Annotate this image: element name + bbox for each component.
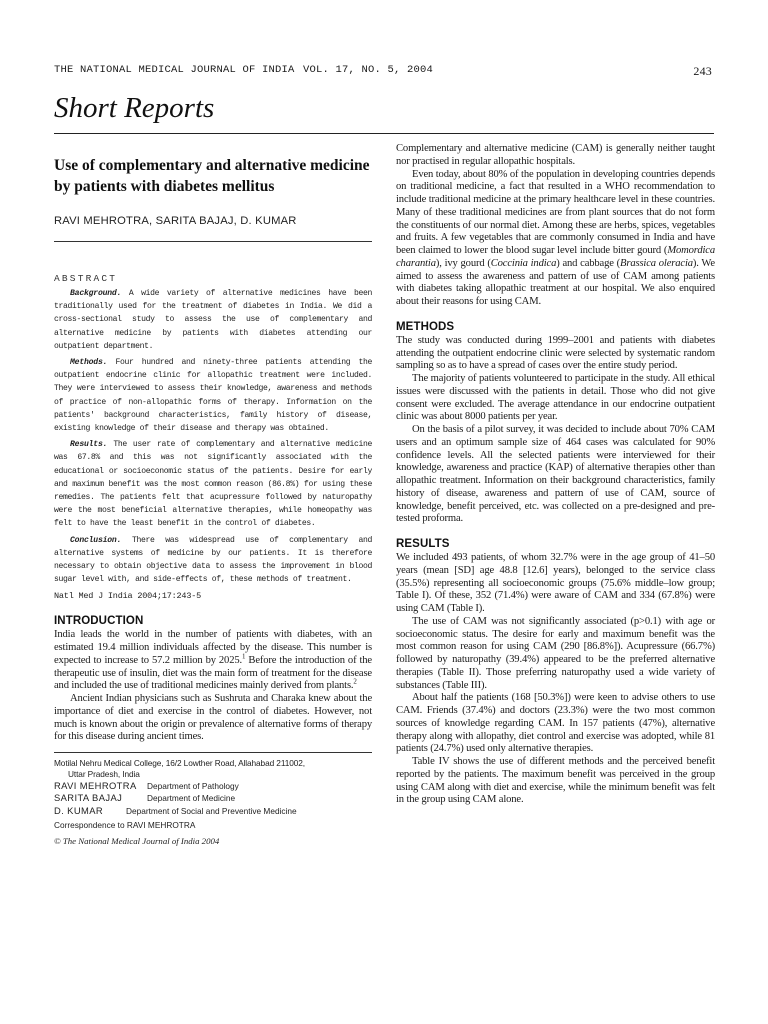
methods-paragraph-1: The study was conducted during 1999–2001 and patients with diabetes attending the outpatient endocrine clinic were selected by systematic random sampling so as to have a spread of cases over the entire study period. xyxy=(396,334,715,372)
article-authors: RAVI MEHROTRA, SARITA BAJAJ, D. KUMAR xyxy=(54,215,297,227)
intro-p2-text-c: ) and cabbage ( xyxy=(556,257,621,269)
abstract xyxy=(54,273,372,601)
section-divider xyxy=(54,133,714,134)
author-3-name: D. KUMAR xyxy=(54,804,104,816)
page-number: 243 xyxy=(693,64,712,78)
correspondence: Correspondence to RAVI MEHROTRA xyxy=(54,819,196,830)
methods-paragraph-3: On the basis of a pilot survey, it was decided to include about 70% CAM users and an optimum sample size of 464 cases was calculated for 90% confidence levels. All the selected patients were interviewed for their knowledge, awareness and practice (KAP) of alternative therapies other than allopathic treatment. Information on their background characteristics, family history of disease, awareness and pattern of use of CAM, source of knowledge, benefit perceived, etc. was collected on a pre-designed and pre-tested proforma. xyxy=(396,424,715,525)
intro-continued-paragraph-2 xyxy=(396,169,715,309)
intro-continued-paragraph-1: Complementary and alternative medicine (CAM) is generally neither taught nor practised in regular allopathic hospitals. xyxy=(396,143,715,167)
left-column xyxy=(54,144,372,846)
introduction-paragraph-2: Ancient Indian physicians such as Sushruta and Charaka knew about the importance of diet and exercise in the control of diabetes. However, not much is known about the origin or prevalence of alternative forms of therapy for this disease during ancient times. xyxy=(54,693,372,743)
results-paragraph-1: We included 493 patients, of whom 32.7% were in the age group of 41–50 years (mean [SD] age 48.8 [12.6] years), belonged to the service class (35.5%) representing all socioeconomic groups (75.6% middle–low group; Table I). Of these, 352 (71.4%) were aware of CAM and 334 (67.8%) were using CAM (Table I). xyxy=(396,552,715,614)
methods-heading: METHODS xyxy=(396,320,455,333)
article-title: Use of complementary and alternative medicine by patients with diabetes mellitus xyxy=(54,157,370,195)
copyright: © The National Medical Journal of India 2004 xyxy=(54,835,220,846)
intro-p2-text-b: ), ivy gourd ( xyxy=(435,257,491,269)
author-1-dept: Department of Pathology xyxy=(147,781,239,792)
intro-p1-text-a: India leads the world in the number of patients with diabetes, with an estimated 19.4 million individuals affected by the disease. This number is expected to increase to 57.2 million by 2025. xyxy=(54,629,372,666)
species-momordica: Momordica charantia xyxy=(396,245,715,269)
author-affiliation-3 xyxy=(54,805,372,817)
author-1-name: RAVI MEHROTRA xyxy=(54,780,137,792)
species-coccinia: Coccinia indica xyxy=(490,257,557,269)
abstract-background-text: A wide variety of alternative medicines have been traditionally used for the treatment of diabetes in India. We did a cross-sectional study to assess the use of complementary and alternative medicine by patients with diabetes attending our outpatient department. xyxy=(54,289,372,351)
results-paragraph-2: The use of CAM was not significantly associated (p>0.1) with age or socioeconomic status. The desire for early and maximum benefit was the most common reason for using CAM (290 [86.8%]). Acupressure (66.7%) followed by naturopathy (39.4%) appeared to be the preferred alternative therapies (Table II). Those preferring naturopathy used a wide variety of substances (Table III). xyxy=(396,615,715,691)
right-column xyxy=(396,143,715,807)
results-paragraph-4: Table IV shows the use of different methods and the perceived benefit reported by the patients. The maximum benefit was perceived in the group using CAM along with diet and exercise, while the minimum benefit was felt in the group using CAM alone. xyxy=(396,756,715,806)
institution-line-1: Motilal Nehru Medical College, 16/2 Lowther Road, Allahabad 211002, xyxy=(54,758,305,769)
abstract-background-label: Background. xyxy=(70,289,122,298)
abstract-heading: ABSTRACT xyxy=(54,273,118,284)
abstract-conclusion-text: There was widespread use of complementary and alternative systems of medicine by our patients. It is therefore necessary to obtain objective data to assess the improvement in blood sugar level with, and side-effects of, these methods of treatment. xyxy=(54,535,372,585)
methods-paragraph-2: The majority of patients volunteered to participate in the study. All ethical issues were discussed with the patients in detail. Those who did not give consent were excluded. The average attendance in our endocrine outpatient clinic was about 8000 patients per year. xyxy=(396,373,715,423)
results-paragraph-3: About half the patients (168 [50.3%]) were keen to advise others to use CAM. Friends (37.4%) and doctors (23.3%) were the two most common sources of knowledge regarding CAM. In 157 patients (47%), alternative therapy along with allopathy, diet control and exercise was adopted, while 81 patients (24.7%) used only alternative therapies. xyxy=(396,692,715,755)
abstract-background xyxy=(54,287,372,353)
intro-p2-text-a: Even today, about 80% of the population in developing countries depends on traditional medicine, a fact that resulted in a WHO recommendation to include traditional medicine at the primary healthcare level in these countries. Many of these traditional medicines are from plant sources that do not form the constituents of our normal diet. Among these are herbs, spices, vegetables and fruits. A few vegetables that are commonly consumed in India and have been claimed to lower the blood sugar level include bitter gourd ( xyxy=(396,168,715,256)
volume-issue: VOL. 17, NO. 5, 2004 xyxy=(303,64,434,76)
reference-1: 1 xyxy=(242,652,246,661)
reference-2: 2 xyxy=(353,677,357,686)
title-block-divider xyxy=(54,241,372,242)
abstract-conclusion xyxy=(54,534,372,587)
citation: Natl Med J India 2004;17:243-5 xyxy=(54,591,202,602)
author-2-dept: Department of Medicine xyxy=(147,793,236,804)
institution-line-2: Uttar Pradesh, India xyxy=(68,769,140,780)
abstract-methods-label: Methods. xyxy=(70,358,108,368)
abstract-methods-text: Four hundred and ninety-three patients attending the outpatient endocrine clinic for allopathic treatment were included. They were interviewed to assess their knowledge, awareness and methods of practice of non-allopathic forms of therapy. Information on the patients' background characteristics, family history of disease, existing knowledge of their disease and therapy was obtained. xyxy=(54,358,372,434)
author-3-dept: Department of Social and Preventive Medicine xyxy=(126,805,297,816)
intro-p1-text-b: Before the introduction of the therapeutic use of insulin, diet was the main form of treatment for the disease and included the use of traditional medicines mainly derived from plants. xyxy=(54,654,372,692)
journal-name: THE NATIONAL MEDICAL JOURNAL OF INDIA xyxy=(54,64,295,76)
introduction-paragraph-1 xyxy=(54,629,372,693)
abstract-results-text: The user rate of complementary and alternative medicine was 67.8% and this was not significantly associated with the educational or socioeconomic status of the patients. Desire for early and maximum benefit was the most common reason (86.8%) for using these remedies. The patients felt that acupressure followed by naturopathy were the most beneficial alternative therapies, while homeopathy was felt to have the least benefit in the control of diabetes. xyxy=(54,440,373,529)
abstract-results xyxy=(54,438,372,530)
introduction-heading: INTRODUCTION xyxy=(54,615,144,628)
author-affiliation-2 xyxy=(54,792,372,804)
abstract-conclusion-label: Conclusion. xyxy=(70,535,122,545)
running-head xyxy=(54,64,712,80)
author-2-name: SARITA BAJAJ xyxy=(54,792,123,804)
affiliation-divider xyxy=(54,752,372,753)
species-brassica: Brassica oleracia xyxy=(620,257,693,269)
author-affiliation-1 xyxy=(54,780,372,792)
abstract-methods xyxy=(54,356,372,435)
section-title: Short Reports xyxy=(54,92,215,124)
institution-address xyxy=(54,758,372,780)
intro-p2-text-d: ). We aimed to assess the awareness and pattern of use of CAM among patients with diabetes taking allopathic treatment at our hospital. We also enquired about their reasons for using CAM. xyxy=(396,257,715,307)
abstract-results-label: Results. xyxy=(70,440,108,450)
results-heading: RESULTS xyxy=(396,538,450,550)
